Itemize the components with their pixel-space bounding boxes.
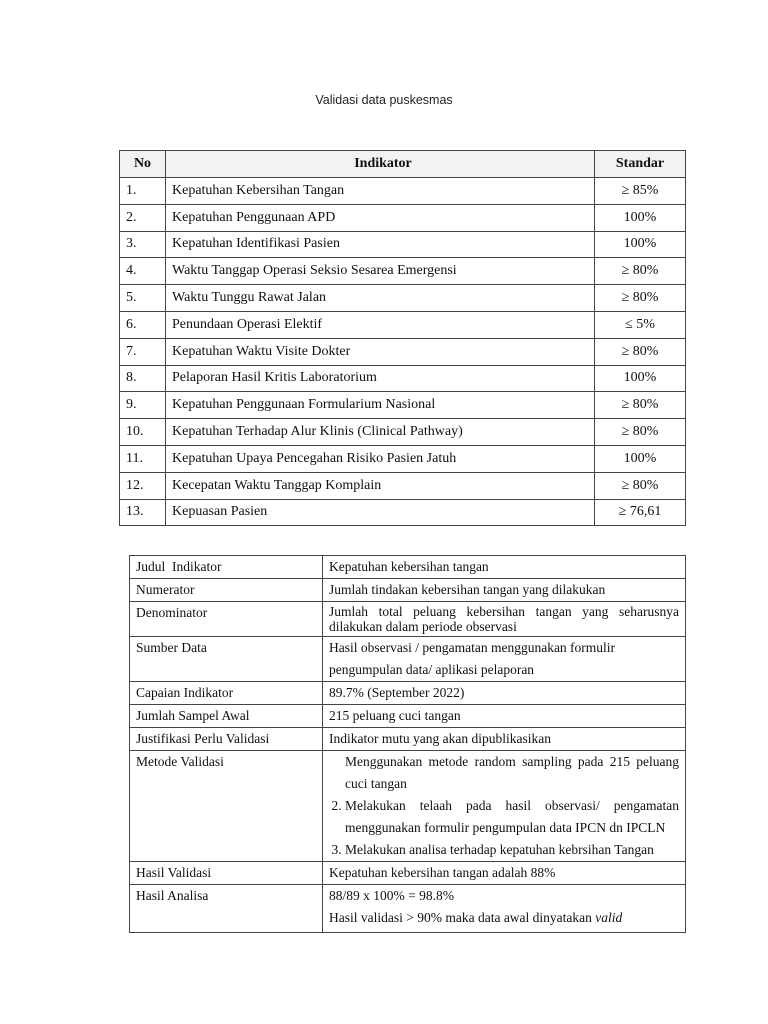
detail-value: Jumlah total peluang kebersihan tangan yang seharusnya dilakukan dalam periode observasi [323, 602, 686, 637]
row-number: 5. [120, 285, 166, 312]
table-row [120, 311, 686, 338]
detail-row-sampel [130, 705, 686, 728]
row-indicator: Kepatuhan Terhadap Alur Klinis (Clinical Pathway) [166, 419, 595, 446]
row-indicator: Waktu Tunggu Rawat Jalan [166, 285, 595, 312]
detail-label: Sumber Data [130, 637, 323, 682]
detail-label: Numerator [130, 579, 323, 602]
detail-value [323, 637, 686, 682]
row-standard: ≥ 80% [595, 258, 686, 285]
row-indicator: Kepatuhan Upaya Pencegahan Risiko Pasien Jatuh [166, 445, 595, 472]
detail-row-denominator [130, 602, 686, 637]
table-row [120, 499, 686, 526]
header-no: No [120, 151, 166, 178]
table-row [120, 338, 686, 365]
table-row [120, 204, 686, 231]
table-row [120, 472, 686, 499]
row-number: 11. [120, 445, 166, 472]
table-row [120, 445, 686, 472]
detail-row-judul [130, 556, 686, 579]
row-number: 7. [120, 338, 166, 365]
detail-value: Kepatuhan kebersihan tangan adalah 88% [323, 862, 686, 885]
detail-label: Hasil Validasi [130, 862, 323, 885]
row-indicator: Kepatuhan Penggunaan Formularium Nasional [166, 392, 595, 419]
row-indicator: Pelaporan Hasil Kritis Laboratorium [166, 365, 595, 392]
indicator-table [119, 150, 686, 526]
table-row [120, 392, 686, 419]
table-row [120, 178, 686, 205]
indicator-table-body [120, 178, 686, 526]
page-title: Validasi data puskesmas [315, 93, 453, 107]
table-row [120, 365, 686, 392]
row-number: 13. [120, 499, 166, 526]
detail-row-justifikasi [130, 728, 686, 751]
row-standard: ≥ 85% [595, 178, 686, 205]
detail-label: Justifikasi Perlu Validasi [130, 728, 323, 751]
row-indicator: Kepuasan Pasien [166, 499, 595, 526]
row-indicator: Kepatuhan Kebersihan Tangan [166, 178, 595, 205]
detail-label: Denominator [130, 602, 323, 637]
row-standard: 100% [595, 231, 686, 258]
detail-value [323, 885, 686, 933]
detail-value: 89.7% (September 2022) [323, 682, 686, 705]
detail-label: Jumlah Sampel Awal [130, 705, 323, 728]
row-standard: 100% [595, 204, 686, 231]
row-number: 10. [120, 419, 166, 446]
row-indicator: Kepatuhan Identifikasi Pasien [166, 231, 595, 258]
row-indicator: Kepatuhan Penggunaan APD [166, 204, 595, 231]
row-standard: 100% [595, 365, 686, 392]
method-item: 3. Melakukan analisa terhadap kepatuhan kebrsihan Tangan [345, 839, 679, 861]
indicator-detail-table [129, 555, 686, 933]
method-list [323, 751, 685, 861]
detail-row-hasil-analisa [130, 885, 686, 933]
table-row [120, 285, 686, 312]
detail-value-line: Hasil observasi / pengamatan menggunakan formulir [329, 640, 616, 655]
detail-row-sumber [130, 637, 686, 682]
row-standard: ≥ 76,61 [595, 499, 686, 526]
row-indicator: Kecepatan Waktu Tanggap Komplain [166, 472, 595, 499]
method-item: 2. Melakukan telaah pada hasil observasi/ pengamatan menggunakan formulir pengumpulan data IPCN dn IPCLN [345, 795, 679, 839]
row-number: 2. [120, 204, 166, 231]
detail-label: Judul Indikator [130, 556, 323, 579]
row-number: 1. [120, 178, 166, 205]
analysis-text: Hasil validasi > 90% maka data awal dinyatakan [329, 910, 596, 925]
detail-row-hasil-validasi [130, 862, 686, 885]
row-number: 9. [120, 392, 166, 419]
detail-value-line: pengumpulan data/ aplikasi pelaporan [329, 662, 535, 677]
table-row [120, 419, 686, 446]
table-header-row [120, 151, 686, 178]
detail-value [323, 751, 686, 862]
detail-label: Metode Validasi [130, 751, 323, 862]
row-number: 12. [120, 472, 166, 499]
row-indicator: Waktu Tanggap Operasi Seksio Sesarea Emergensi [166, 258, 595, 285]
detail-row-capaian [130, 682, 686, 705]
row-standard: ≥ 80% [595, 392, 686, 419]
detail-value: Jumlah tindakan kebersihan tangan yang dilakukan [323, 579, 686, 602]
row-standard: ≤ 5% [595, 311, 686, 338]
detail-value: Kepatuhan kebersihan tangan [323, 556, 686, 579]
detail-label: Hasil Analisa [130, 885, 323, 933]
row-standard: 100% [595, 445, 686, 472]
detail-value-line: 88/89 x 100% = 98.8% [329, 888, 454, 903]
table-row [120, 231, 686, 258]
table-row [120, 258, 686, 285]
method-item: Menggunakan metode random sampling pada 215 peluang cuci tangan [345, 754, 679, 791]
row-standard: ≥ 80% [595, 472, 686, 499]
row-standard: ≥ 80% [595, 338, 686, 365]
detail-label: Capaian Indikator [130, 682, 323, 705]
row-indicator: Penundaan Operasi Elektif [166, 311, 595, 338]
row-number: 3. [120, 231, 166, 258]
detail-row-metode [130, 751, 686, 862]
row-indicator: Kepatuhan Waktu Visite Dokter [166, 338, 595, 365]
analysis-valid-word: valid [595, 910, 623, 925]
row-standard: ≥ 80% [595, 285, 686, 312]
detail-value: Indikator mutu yang akan dipublikasikan [323, 728, 686, 751]
header-standard: Standar [595, 151, 686, 178]
detail-row-numerator [130, 579, 686, 602]
header-indicator: Indikator [166, 151, 595, 178]
row-standard: ≥ 80% [595, 419, 686, 446]
row-number: 8. [120, 365, 166, 392]
row-number: 4. [120, 258, 166, 285]
detail-value: 215 peluang cuci tangan [323, 705, 686, 728]
detail-value-line [329, 907, 679, 929]
row-number: 6. [120, 311, 166, 338]
